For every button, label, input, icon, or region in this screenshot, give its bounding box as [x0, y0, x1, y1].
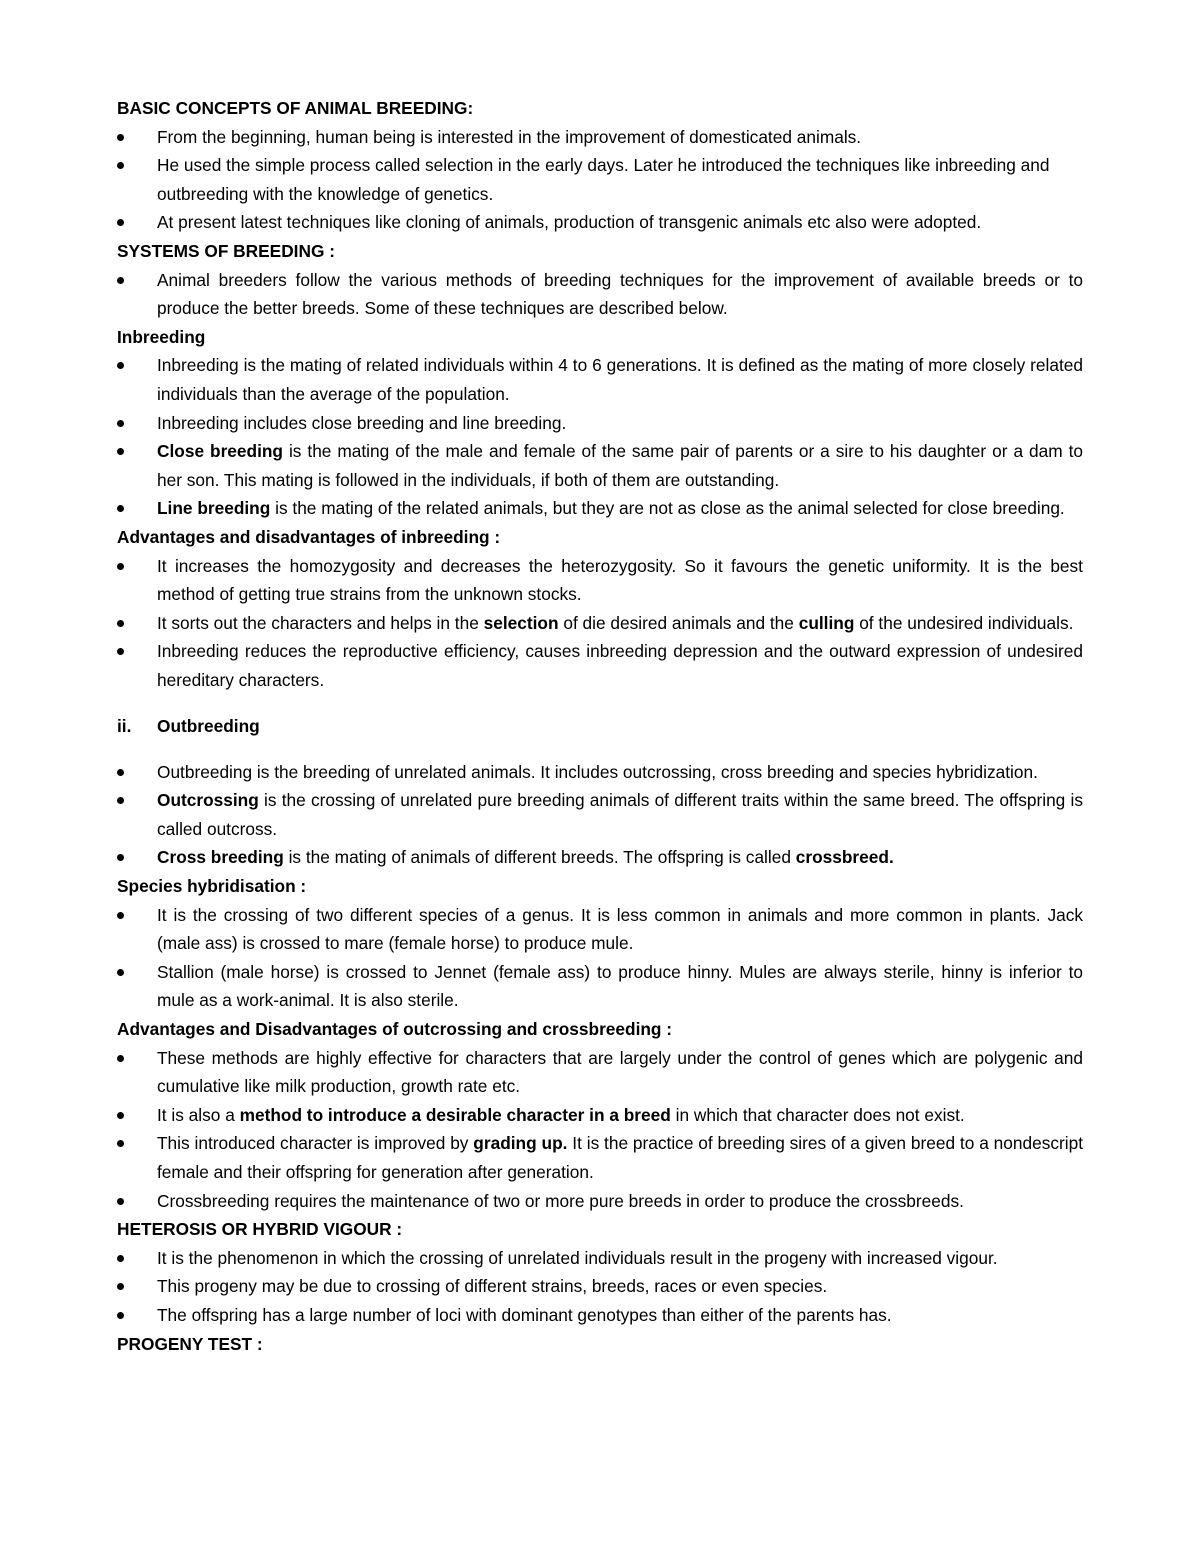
term-crossbreed: crossbreed. — [795, 847, 894, 868]
list-item: Crossbreeding requires the maintenance of two or more pure breeds in order to produce the crossbreeds. — [117, 1187, 1083, 1216]
list-item: The offspring has a large number of loci with dominant genotypes than either of the parents has. — [117, 1301, 1083, 1330]
list-item: Inbreeding reduces the reproductive efficiency, causes inbreeding depression and the outward expression of undesired hereditary characters. — [117, 637, 1083, 694]
bullet-icon — [117, 362, 124, 369]
term-selection: selection — [483, 612, 559, 633]
list-item: Inbreeding includes close breeding and line breeding. — [117, 409, 1083, 438]
bullet-icon — [117, 648, 124, 655]
heading-progeny-test: PROGENY TEST : — [117, 1333, 263, 1354]
list-item: Stallion (male horse) is crossed to Jennet (female ass) to produce hinny. Mules are always sterile, hinny is inferior to mule as a work-animal. It is also sterile. — [117, 958, 1083, 1015]
list-adv-outcrossing — [117, 1044, 1083, 1216]
heading-species-hybridisation: Species hybridisation : — [117, 876, 307, 897]
bullet-icon — [117, 219, 124, 226]
list-item: It sorts out the characters and helps in the selection of die desired animals and the culling of the undesired individuals. — [117, 609, 1083, 638]
list-item: Close breeding is the mating of the male and female of the same pair of parents or a sire to his daughter or a dam to her son. This mating is followed in the individuals, if both of them are outstanding. — [117, 437, 1083, 494]
heading-heterosis: HETEROSIS OR HYBRID VIGOUR : — [117, 1219, 403, 1240]
list-item: This progeny may be due to crossing of different strains, breeds, races or even species. — [117, 1272, 1083, 1301]
bullet-icon — [117, 912, 124, 919]
bullet-icon — [117, 277, 124, 284]
bullet-icon — [117, 620, 124, 627]
bullet-icon — [117, 1283, 124, 1290]
list-item: Outbreeding is the breeding of unrelated animals. It includes outcrossing, cross breeding and species hybridization. — [117, 758, 1083, 787]
heading-basic-concepts: BASIC CONCEPTS OF ANIMAL BREEDING: — [117, 98, 474, 118]
bullet-icon — [117, 1055, 124, 1062]
term-close-breeding: Close breeding — [157, 441, 283, 462]
bullet-icon — [117, 1312, 124, 1319]
list-item: Cross breeding is the mating of animals of different breeds. The offspring is called crossbreed. — [117, 843, 1083, 872]
bullet-icon — [117, 797, 124, 804]
heading-adv-disadv-inbreeding: Advantages and disadvantages of inbreeding : — [117, 526, 501, 547]
list-systems — [117, 266, 1083, 323]
list-item: Inbreeding is the mating of related individuals within 4 to 6 generations. It is defined as the mating of more closely related individuals than the average of the population. — [117, 351, 1083, 408]
list-outbreeding — [117, 758, 1083, 872]
list-item: It is the phenomenon in which the crossing of unrelated individuals result in the progeny with increased vigour. — [117, 1244, 1083, 1273]
bullet-icon — [117, 162, 124, 169]
list-item: These methods are highly effective for characters that are largely under the control of genes which are polygenic and cumulative like milk production, growth rate etc. — [117, 1044, 1083, 1101]
list-adv-inbreeding — [117, 552, 1083, 695]
bullet-icon — [117, 969, 124, 976]
heading-adv-disadv-outcrossing: Advantages and Disadvantages of outcrossing and crossbreeding : — [117, 1019, 673, 1039]
list-item: It increases the homozygosity and decreases the heterozygosity. So it favours the genetic uniformity. It is the best method of getting true strains from the unknown stocks. — [117, 552, 1083, 609]
list-basic-concepts — [117, 123, 1083, 237]
list-item: Line breeding is the mating of the related animals, but they are not as close as the animal selected for close breeding. — [117, 494, 1083, 523]
heading-systems-of-breeding: SYSTEMS OF BREEDING : — [117, 240, 335, 261]
term-desirable-character: method to introduce a desirable character in a breed — [239, 1104, 671, 1125]
bullet-icon — [117, 448, 124, 455]
term-outcrossing: Outcrossing — [157, 790, 259, 811]
list-item: From the beginning, human being is interested in the improvement of domesticated animals. — [117, 123, 1083, 152]
bullet-icon — [117, 1140, 124, 1147]
list-item: At present latest techniques like cloning of animals, production of transgenic animals etc also were adopted. — [117, 208, 1083, 237]
term-culling: culling — [798, 612, 855, 633]
bullet-icon — [117, 854, 124, 861]
bullet-icon — [117, 1112, 124, 1119]
heading-inbreeding: Inbreeding — [117, 326, 206, 347]
term-line-breeding: Line breeding — [157, 498, 271, 519]
list-item: This introduced character is improved by grading up. It is the practice of breeding sires of a given breed to a nondescript female and their offspring for generation after generation. — [117, 1129, 1083, 1186]
list-inbreeding — [117, 351, 1083, 523]
bullet-icon — [117, 1255, 124, 1262]
list-item: Outcrossing is the crossing of unrelated pure breeding animals of different traits within the same breed. The offspring is called outcross. — [117, 786, 1083, 843]
term-grading-up: grading up. — [473, 1133, 568, 1154]
bullet-icon — [117, 563, 124, 570]
list-species-hybridisation — [117, 901, 1083, 1015]
bullet-icon — [117, 769, 124, 776]
list-item: It is the crossing of two different species of a genus. It is less common in animals and more common in plants. Jack (male ass) is crossed to mare (female horse) to produce mule. — [117, 901, 1083, 958]
document-page — [117, 94, 1083, 1358]
bullet-icon — [117, 1198, 124, 1205]
list-heterosis — [117, 1244, 1083, 1330]
heading-number: ii. — [117, 715, 132, 736]
list-item: Animal breeders follow the various methods of breeding techniques for the improvement of available breeds or to produce the better breeds. Some of these techniques are described below. — [117, 266, 1083, 323]
list-item: He used the simple process called selection in the early days. Later he introduced the techniques like inbreeding and outbreeding with the knowledge of genetics. — [117, 151, 1083, 208]
bullet-icon — [117, 420, 124, 427]
list-item: It is also a method to introduce a desirable character in a breed in which that character does not exist. — [117, 1101, 1083, 1130]
term-cross-breeding: Cross breeding — [157, 847, 284, 868]
bullet-icon — [117, 505, 124, 512]
heading-outbreeding: ii. Outbreeding — [117, 712, 1083, 741]
bullet-icon — [117, 134, 124, 141]
